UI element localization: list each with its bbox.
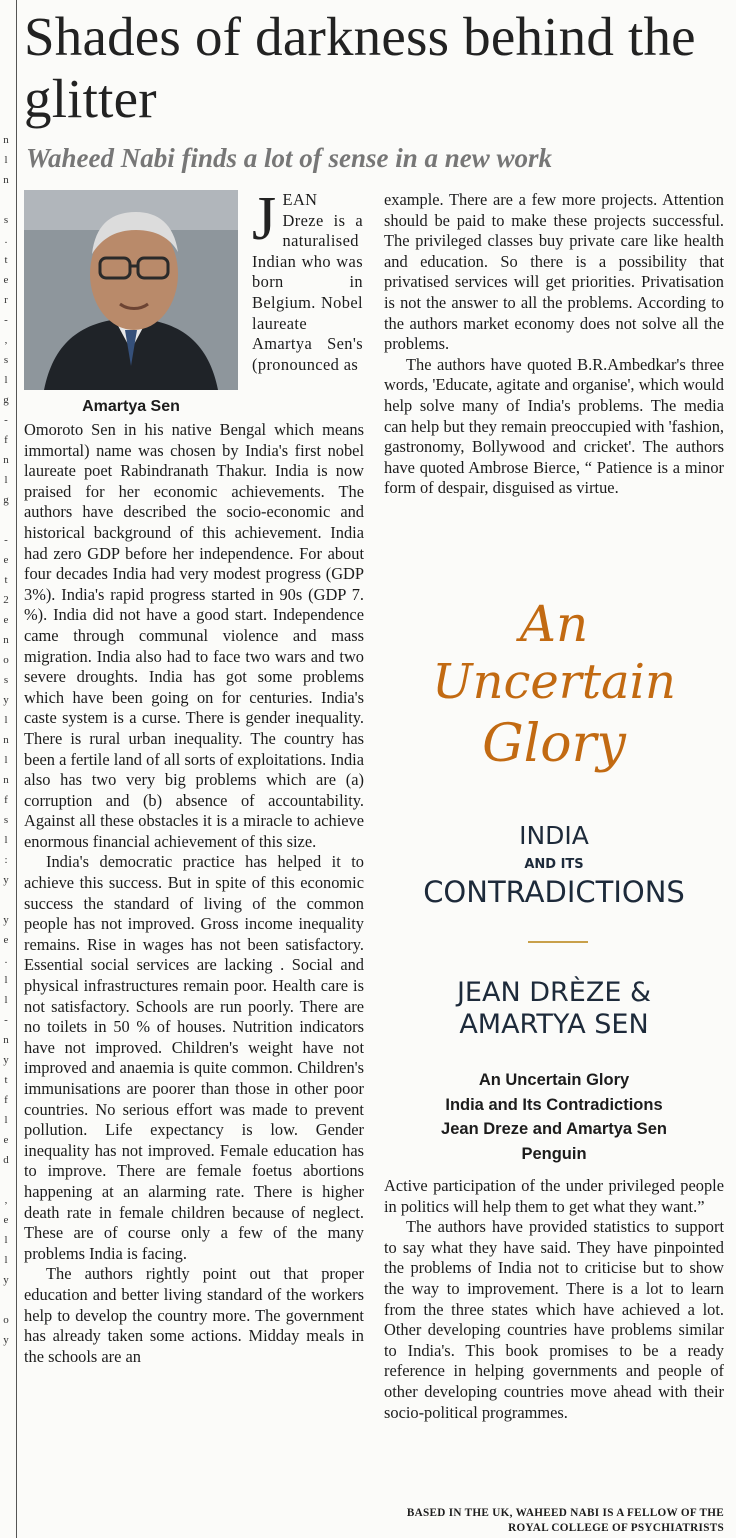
- body-column-right-bottom: [384, 1176, 724, 1423]
- gutter-fragment: l: [4, 714, 8, 726]
- gutter-fragment: e: [3, 1134, 9, 1146]
- cover-authors: AMARTYA SEN: [459, 1009, 649, 1040]
- gutter-fragment: n: [3, 174, 9, 186]
- gutter-fragment: l: [4, 974, 8, 986]
- body-column-intro: [252, 185, 363, 375]
- body-paragraph: Omoroto Sen in his native Bengal which means immortal) name was chosen by India's first nobel laureate poet Rabindranath Thakur. India is now praised for her economic achievements. The authors have described the socio-economic and historical background of this achievement. India had zero GDP before her independence. For about four decades India had very modest progress (GDP 3%). India's rapid progress started in 90s (GDP 7. %). India did not have a good start. Independence came through communal violence and mass migration. India also had to face two wars and two severe droughts. India has got some problems which have been going on for centuries. India's caste system is a curse. There is gender inequality. There is rural urban inequality. The country has been a fertile land of all sorts of exploitations. India also has two very big problems which are (a) corruption and (b) absence of accountability. Against all these obstacles it is a miracle to achieve enormous financial achievement of this size.: [24, 420, 364, 851]
- portrait-illustration: [24, 190, 238, 390]
- gutter-fragment: -: [4, 534, 8, 546]
- gutter-fragment: t: [4, 254, 8, 266]
- body-paragraph: Active participation of the under privileged people in politics will help them to get what they want.”: [384, 1176, 724, 1216]
- gutter-fragment: g: [3, 494, 9, 506]
- gutter-fragment: d: [3, 1154, 9, 1166]
- body-paragraph: The authors rightly point out that proper education and better living standard of the workers help to develop the country more. The government has already taken some actions. Midday meals in the schools are an: [24, 1264, 364, 1366]
- gutter-fragment: n: [3, 1034, 9, 1046]
- body-paragraph: example. There are a few more projects. Attention should be paid to make these projects successful. The privileged classes buy private care like health and education. So there is a possibility that privatised services will get priorities. Privatisation is not the answer to all the problems. According to the authors market economy does not solve all the problems.: [384, 190, 724, 354]
- book-info-subtitle: India and Its Contradictions: [445, 1095, 663, 1114]
- gutter-fragment: y: [3, 874, 9, 886]
- gutter-fragment: [0, 510, 12, 530]
- cover-subtitle: INDIA: [519, 821, 589, 850]
- gutter-fragment: e: [3, 274, 9, 286]
- body-paragraph: The authors have provided statistics to support to say what they have said. They have pinpointed the problems of India not to criticise but to show the way to improvement. There is a lot to learn from the three states which have achieved a lot. Other developing countries have problems similar to India's. This book promises to be a ready reference in helping governments and people of other developing countries move ahead with their socio-political programmes.: [384, 1217, 724, 1422]
- gutter-fragment: n: [3, 134, 9, 146]
- cover-subtitle: CONTRADICTIONS: [423, 875, 685, 909]
- gutter-fragment: s: [3, 814, 9, 826]
- body-paragraph: The authors have quoted B.R.Ambedkar's three words, 'Educate, agitate and organise', which would help solve many of India's problems. The media can help but they remain preoccupied with 'fashion, gastronomy, Bollywood and cricket'. The authors have quoted Ambrose Bierce, “ Patience is a minor form of despair, disguised as virtue.: [384, 354, 724, 498]
- gutter-fragment: [0, 190, 12, 210]
- gutter-fragment: o: [3, 654, 9, 666]
- column-rule: [16, 0, 17, 1538]
- gutter-fragment: t: [4, 1074, 8, 1086]
- author-photo: [24, 190, 238, 390]
- gutter-fragment: -: [4, 314, 8, 326]
- gutter-fragment: e: [3, 614, 9, 626]
- cover-divider: [528, 941, 588, 943]
- cover-title-line: Glory: [482, 714, 626, 774]
- gutter-fragment: [0, 1170, 12, 1190]
- gutter-fragment: f: [4, 794, 8, 806]
- intro-paragraph: EAN Dreze is a naturalised Indian who was born in Belgium. Nobel laureate Amartya Sen's (pronounced as: [252, 190, 363, 374]
- gutter-fragment: e: [3, 554, 9, 566]
- gutter-fragment: l: [4, 754, 8, 766]
- gutter-fragment: :: [4, 854, 8, 866]
- book-info-publisher: Penguin: [521, 1144, 587, 1163]
- gutter-fragment: l: [4, 1254, 8, 1266]
- gutter-fragment: y: [3, 1334, 9, 1346]
- gutter-fragment: n: [3, 454, 9, 466]
- gutter-fragment: o: [3, 1314, 9, 1326]
- photo-caption: Amartya Sen: [82, 398, 180, 415]
- gutter-fragment: 2: [3, 594, 9, 606]
- gutter-fragment: f: [4, 434, 8, 446]
- gutter-fragment: .: [4, 954, 8, 966]
- book-info-title: An Uncertain Glory: [478, 1071, 630, 1089]
- gutter-fragment: t: [4, 574, 8, 586]
- book-cover: [384, 580, 724, 1060]
- gutter-fragment: -: [4, 1014, 8, 1026]
- gutter-fragment: -: [4, 414, 8, 426]
- cover-subtitle: AND ITS: [524, 857, 584, 872]
- gutter-fragment: l: [4, 374, 8, 386]
- book-info-box: [384, 1068, 724, 1166]
- gutter-fragment: y: [3, 1274, 9, 1286]
- body-column-left: [24, 420, 364, 1367]
- gutter-fragment: g: [3, 394, 9, 406]
- cover-title-line: An: [519, 595, 589, 653]
- body-column-right-top: [384, 190, 724, 499]
- gutter-fragment: l: [4, 154, 8, 166]
- gutter-fragment: f: [4, 1094, 8, 1106]
- gutter-fragment: [0, 890, 12, 910]
- body-paragraph: India's democratic practice has helped it to achieve this success. But in spite of this economic success the standard of living of the common people has not improved. Gross income inequality remains. Rise in wages has not been satisfactory. Essential social services are lacking . Social and physical infrastructures remain poor. Health care is not satisfactory. Schools are run poorly. There are no toilets in 50 % of houses. Nutrition indicators have not improved. Children's weight have not improved and anaemia is quite common. Children's immunisations are poorer than those in other poor countries. No serious effort was made to prevent pollution. Life expectancy is low. Gender inequality has not improved. Female education has to improve. There are female foetus abortions happening at an alarming rate. There is higher death rate in female children because of neglect. These are of course only a few of the many problems India is facing.: [24, 852, 364, 1263]
- gutter-fragment: l: [4, 1234, 8, 1246]
- gutter-fragment: n: [3, 774, 9, 786]
- gutter-fragment: ,: [4, 334, 8, 346]
- adjacent-column-fragments: [0, 130, 12, 1530]
- gutter-fragment: n: [3, 634, 9, 646]
- gutter-fragment: s: [3, 354, 9, 366]
- drop-cap: J: [252, 185, 277, 253]
- gutter-fragment: e: [3, 934, 9, 946]
- gutter-fragment: e: [3, 1214, 9, 1226]
- gutter-fragment: s: [3, 674, 9, 686]
- book-info-authors: Jean Dreze and Amartya Sen: [441, 1120, 667, 1138]
- gutter-fragment: y: [3, 1054, 9, 1066]
- gutter-fragment: l: [4, 474, 8, 486]
- gutter-fragment: l: [4, 834, 8, 846]
- gutter-fragment: l: [4, 994, 8, 1006]
- gutter-fragment: y: [3, 694, 9, 706]
- gutter-fragment: s: [3, 214, 9, 226]
- standfirst: Waheed Nabi finds a lot of sense in a new work: [26, 143, 553, 173]
- gutter-fragment: l: [4, 1114, 8, 1126]
- gutter-fragment: .: [4, 234, 8, 246]
- gutter-fragment: n: [3, 734, 9, 746]
- author-bio: BASED IN THE UK, WAHEED NABI IS A FELLOW OF THE ROYAL COLLEGE OF PSYCHIATRISTS: [406, 1507, 724, 1534]
- gutter-fragment: r: [4, 294, 8, 306]
- headline: Shades of darkness behind the glitter: [24, 6, 696, 129]
- gutter-fragment: ,: [4, 1194, 8, 1206]
- gutter-fragment: y: [3, 914, 9, 926]
- gutter-fragment: [0, 1290, 12, 1310]
- cover-title-line: Uncertain: [432, 654, 676, 710]
- cover-authors: JEAN DRÈZE &: [456, 977, 652, 1008]
